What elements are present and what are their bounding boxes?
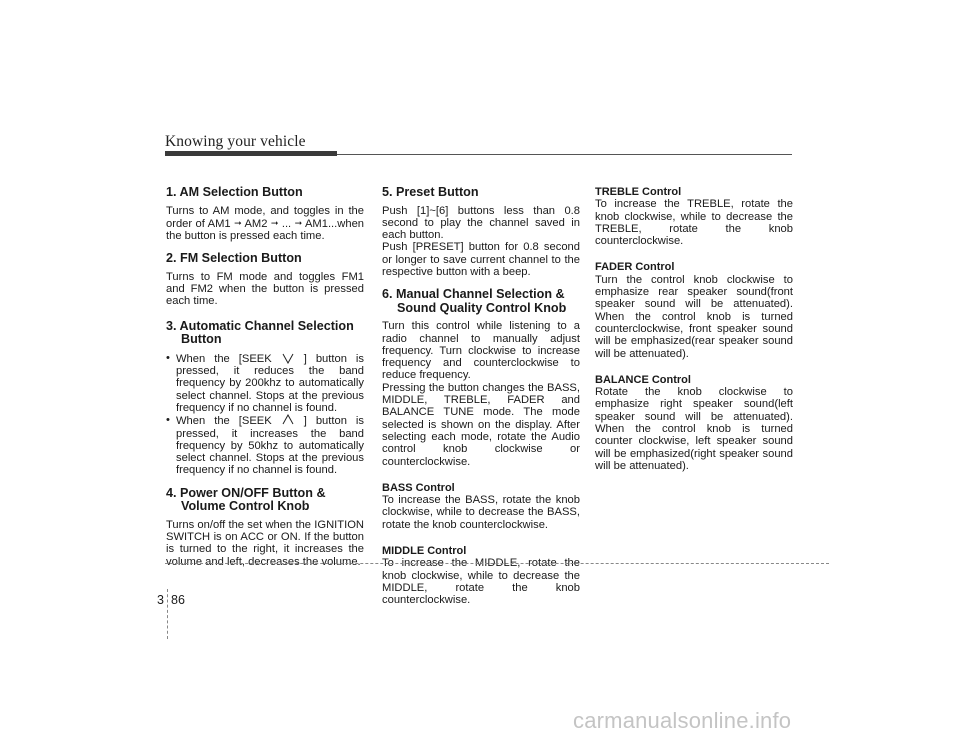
arrow-right-icon: ➞ [270, 217, 279, 228]
balance-control-text: Rotate the knob clockwise to emphasize right speaker sound(left speaker sound will be attenuated). When the control knob is turned counter clockwise, left speaker sound will be emphasized(right speaker sound will be attenuated). [595, 386, 793, 472]
bullet-seek-down: • When the [SEEK ] button is pressed, it reduces the band frequency by 200khz to automatically select channel. Stops at the previous frequency if no channel is found. [166, 351, 365, 414]
section-title-manual: 6. Manual Channel Selection & Sound Quality Control Knob [382, 287, 567, 315]
treble-control-title: TREBLE Control [595, 186, 682, 198]
section-text-fm: Turns to FM mode and toggles FM1 and FM2 when the button is pressed each time. [166, 270, 364, 308]
section-text-preset-1: Push [1]~[6] buttons less than 0.8 second to play the channel saved in each button. [382, 204, 580, 242]
fader-control-title: FADER Control [595, 261, 675, 274]
page-header-title: Knowing your vehicle [165, 133, 306, 150]
bass-control-text: To increase the BASS, rotate the knob clockwise, while to decrease the BASS, rotate the knob counterclockwise. [382, 494, 580, 531]
column-right [595, 186, 793, 472]
middle-control-text: To increase the MIDDLE, rotate the knob clockwise, while to decrease the MIDDLE, rotate the knob counterclockwise. [382, 557, 580, 607]
section-title-preset: 5. Preset Button [382, 185, 479, 199]
bullet-seek-up: • When the [SEEK ] button is pressed, it increases the band frequency by 50khz to automatically select channel. Stops at the previous frequency if no channel is found. [166, 414, 365, 477]
footer-dashed-rule [165, 563, 829, 564]
balance-control-title: BALANCE Control [595, 373, 691, 386]
section-title-power: 4. Power ON/OFF Button & Volume Control Knob [166, 485, 326, 514]
column-left [166, 186, 364, 568]
fader-control-text: Turn the control knob clockwise to emphasize rear speaker sound(front speaker sound will be attenuated). When the control knob is turned counterclockwise, front speaker sound will be emphasized(rear speaker sound will be attenuated). [595, 273, 793, 360]
section-text-manual-1: Turn this control while listening to a radio channel to manually adjust frequency. Turn clockwise to increase frequency and counterclockwise to reduce frequency. [382, 320, 580, 382]
arrow-right-icon: ➞ [234, 217, 242, 228]
footer-vertical-dashed-rule [167, 589, 168, 639]
middle-control-title: MIDDLE Control [382, 545, 467, 558]
section-text-power: Turns on/off the set when the IGNITION SWITCH is on ACC or ON. If the button is turned to the right, it increases the volume and left, decreases the volume. [166, 518, 364, 568]
bass-control-title: BASS Control [382, 481, 455, 494]
header-rule-thick [165, 151, 337, 156]
seek-up-icon [282, 414, 294, 426]
section-title-am: 1. AM Selection Button [166, 185, 303, 199]
section-title-auto-channel: 3. Automatic Channel Selection Button [166, 318, 354, 347]
arrow-right-icon: ➞ [294, 217, 303, 228]
section-text-manual-2: Pressing the button changes the BASS, MIDDLE, TREBLE, FADER and BALANCE TUNE mode. The mode selected is shown on the display. After selecting each mode, rotate the Audio control knob clockwise or counterclockwise. [382, 381, 580, 468]
page-number: 86 [171, 593, 185, 607]
section-text-preset-2: Push [PRESET] button for 0.8 second or longer to save current channel to the respective button with a beep. [382, 241, 580, 278]
section-title-fm: 2. FM Selection Button [166, 251, 302, 266]
watermark: carmanualsonline.info [573, 708, 792, 733]
header-rule-thin [337, 154, 792, 155]
treble-control-text: To increase the TREBLE, rotate the knob clockwise, while to decrease the TREBLE, rotate the knob counterclockwise. [595, 198, 793, 248]
section-text-am: Turns to AM mode, and toggles in the order of AM1 ➞ AM2 ➞ ... ➞ AM1...when the button is pressed each time. [166, 204, 365, 243]
column-middle [382, 186, 580, 607]
seek-down-icon [282, 352, 294, 364]
chapter-number: 3 [157, 593, 164, 607]
